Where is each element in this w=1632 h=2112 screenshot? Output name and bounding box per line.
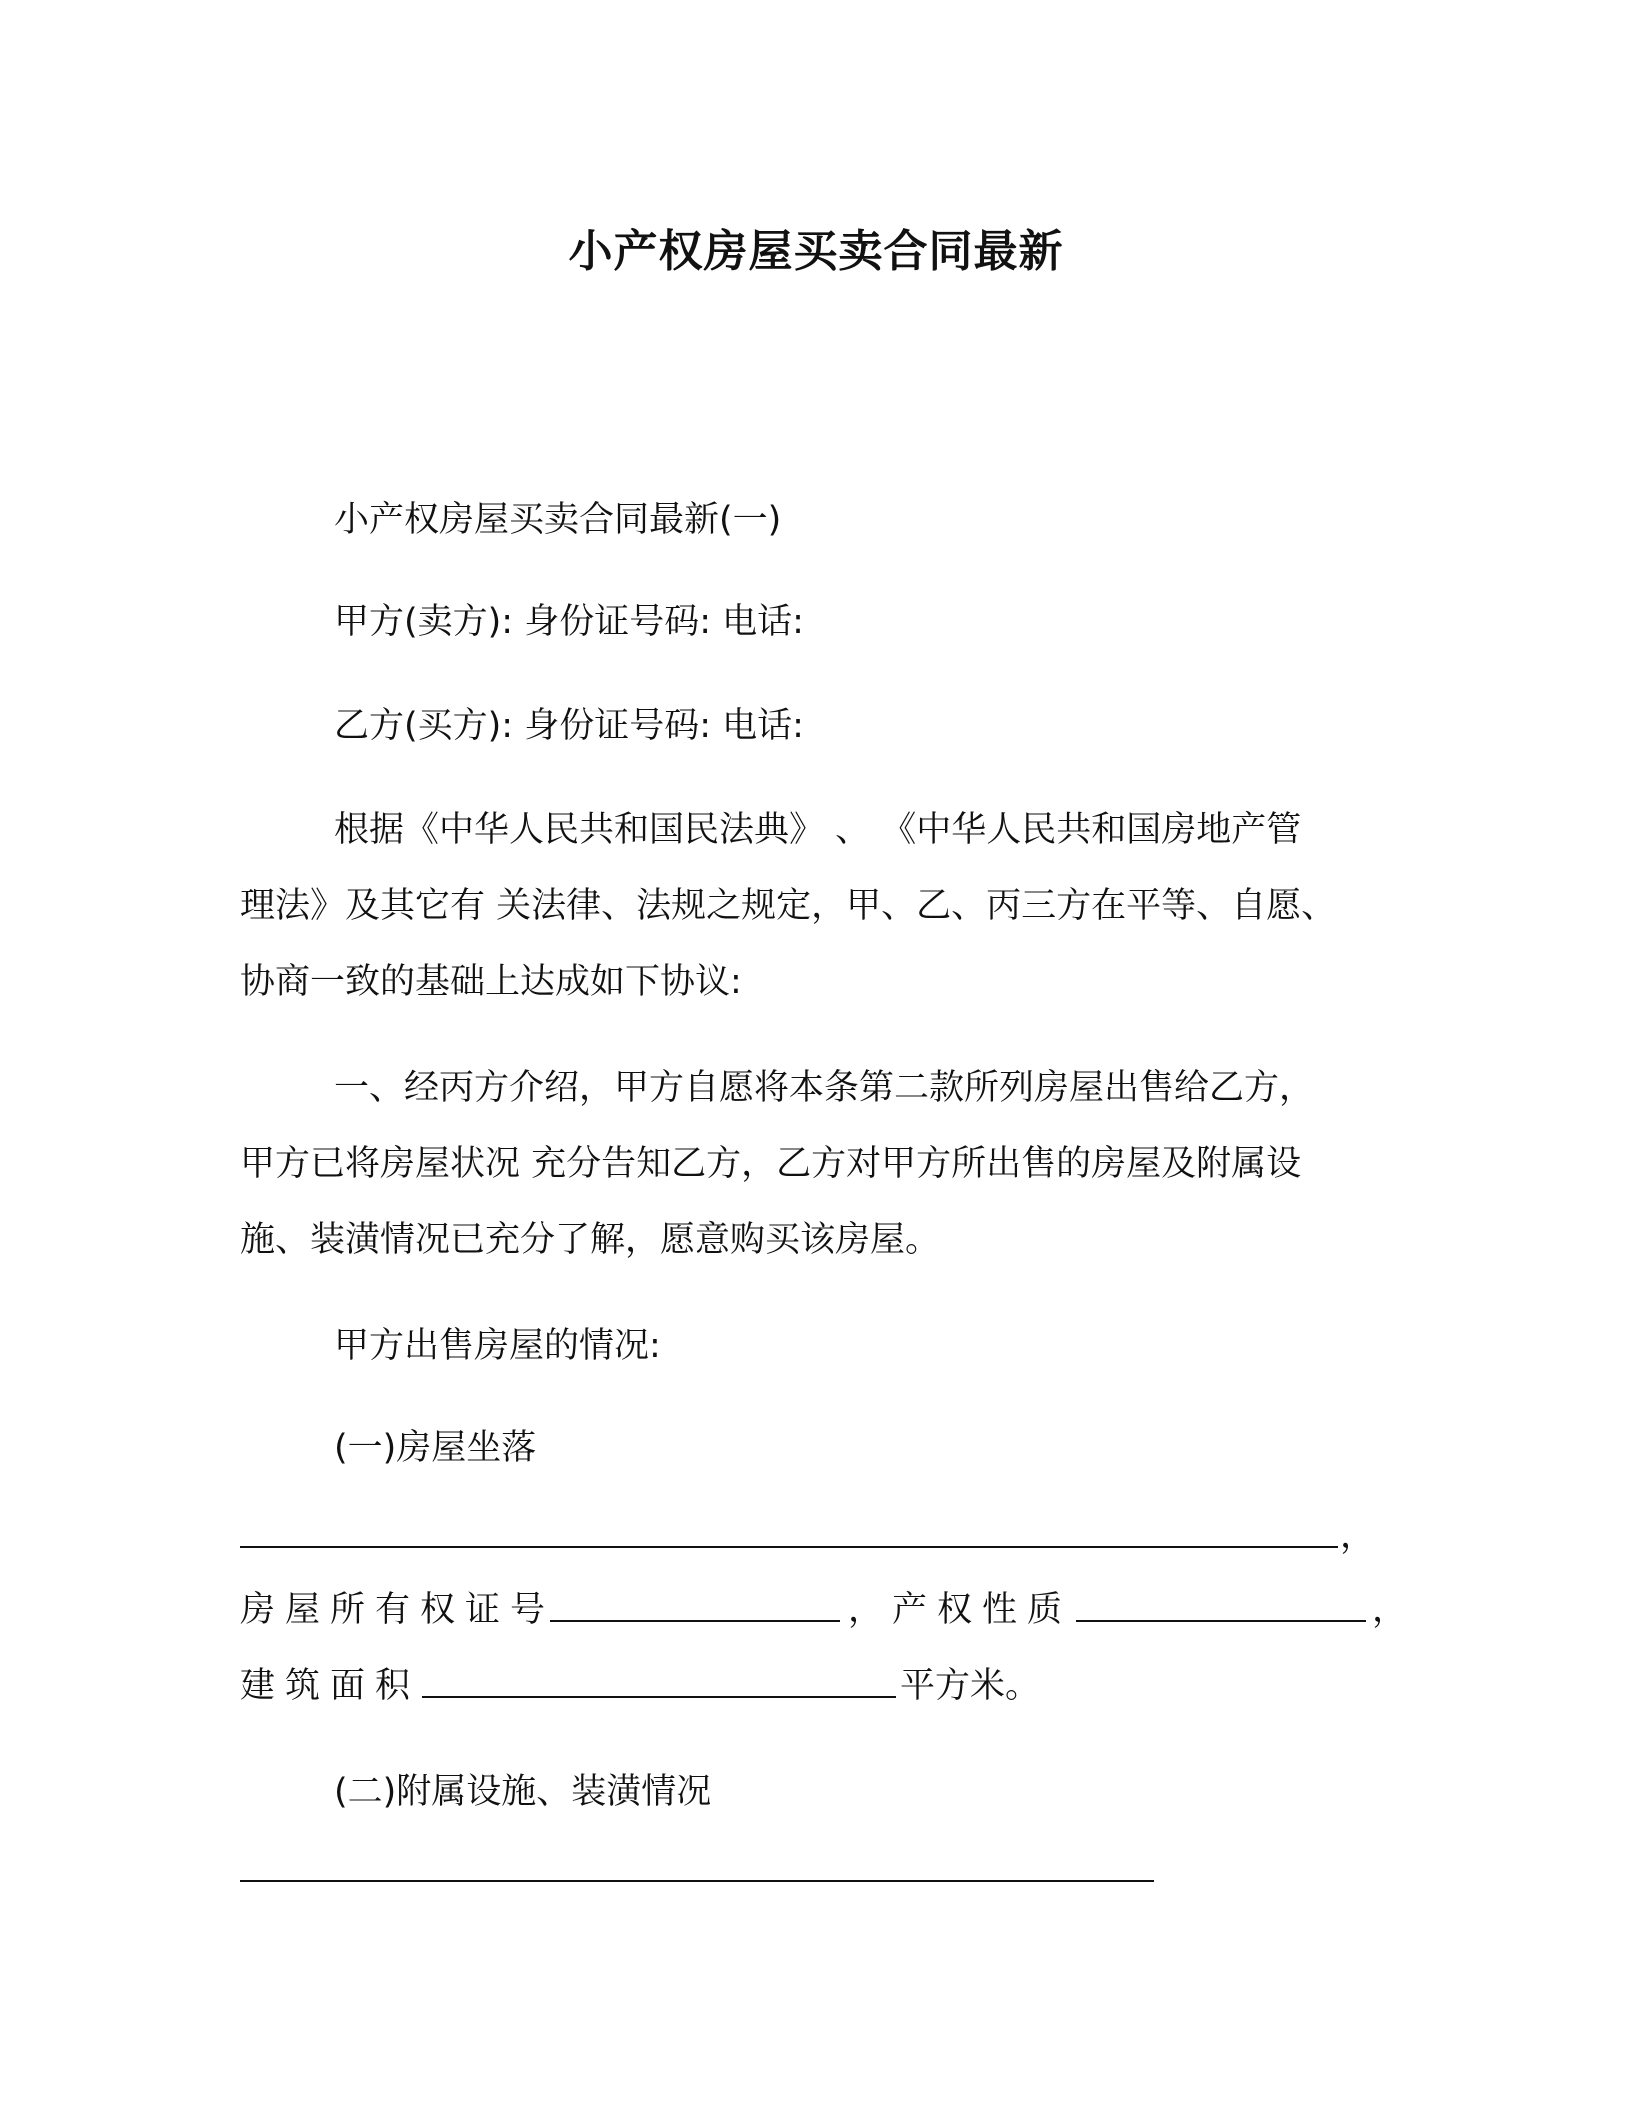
basis-paragraph-line-1: 根据《中华人民共和国民法典》 、 《中华人民共和国房地产管 bbox=[334, 810, 1302, 850]
area-unit: 平方米。 bbox=[900, 1666, 1041, 1706]
location-blank[interactable] bbox=[240, 1546, 1338, 1548]
party-b-line: 乙方(买方): 身份证号码: 电话: bbox=[334, 706, 804, 746]
property-nature-blank[interactable] bbox=[1076, 1620, 1366, 1622]
contract-subtitle: 小产权房屋买卖合同最新(一) bbox=[334, 500, 782, 540]
building-area-label: 建筑面积 bbox=[240, 1666, 421, 1706]
building-area-blank[interactable] bbox=[422, 1696, 896, 1698]
facilities-blank[interactable] bbox=[240, 1880, 1154, 1882]
ownership-cert-label: 房屋所有权证号 bbox=[240, 1590, 556, 1630]
comma-after-cert: ， bbox=[848, 1590, 884, 1630]
location-comma: ， bbox=[1340, 1516, 1376, 1556]
basis-paragraph-line-2: 理法》及其它有 关法律、法规之规定，甲、乙、丙三方在平等、自愿、 bbox=[240, 886, 1337, 926]
section-2-heading: (二)附属设施、装潢情况 bbox=[334, 1772, 712, 1812]
party-a-line: 甲方(卖方): 身份证号码: 电话: bbox=[334, 602, 804, 642]
house-situation-heading: 甲方出售房屋的情况: bbox=[334, 1326, 661, 1366]
clause-one-line-3: 施、装潢情况已充分了解，愿意购买该房屋。 bbox=[240, 1220, 941, 1260]
basis-paragraph-line-3: 协商一致的基础上达成如下协议: bbox=[240, 962, 742, 1002]
clause-one-line-2: 甲方已将房屋状况 充分告知乙方，乙方对甲方所出售的房屋及附属设 bbox=[240, 1144, 1302, 1184]
clause-one-line-1: 一、经丙方介绍，甲方自愿将本条第二款所列房屋出售给乙方， bbox=[334, 1068, 1315, 1108]
document-title: 小产权房屋买卖合同最新 bbox=[568, 226, 1064, 277]
section-1-heading: (一)房屋坐落 bbox=[334, 1428, 537, 1468]
ownership-cert-blank[interactable] bbox=[550, 1620, 840, 1622]
property-nature-label: 产权性质 bbox=[892, 1590, 1073, 1630]
comma-after-nature: ， bbox=[1372, 1590, 1408, 1630]
